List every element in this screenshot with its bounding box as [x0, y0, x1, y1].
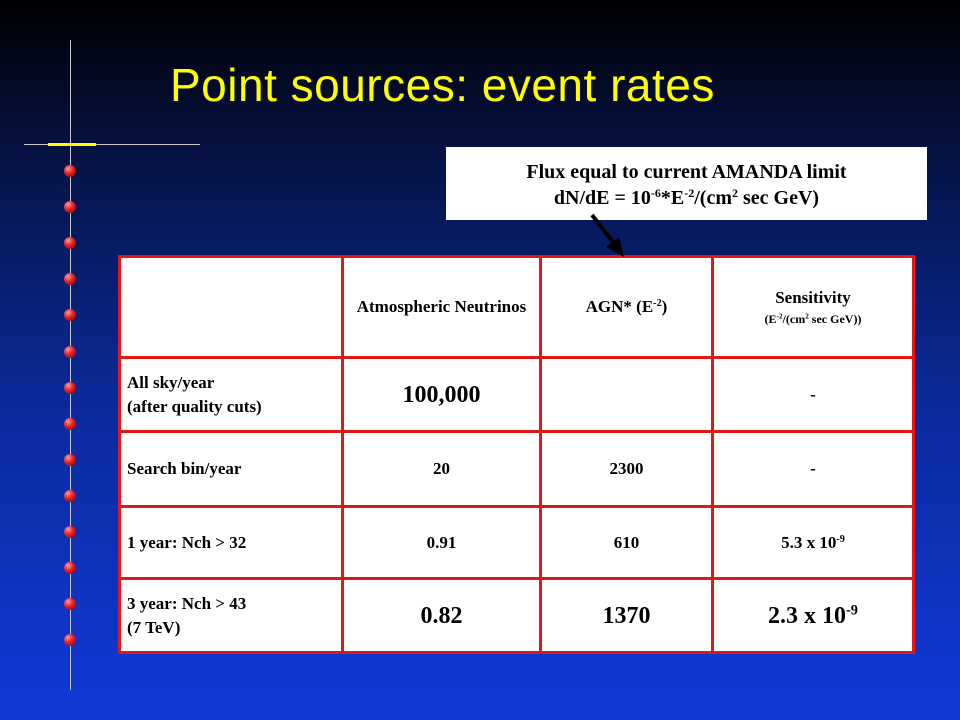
rule-accent — [48, 143, 96, 146]
flux-exp-2: -2 — [684, 185, 695, 200]
flux-exp-1: -6 — [650, 185, 661, 200]
header-agn — [541, 257, 713, 358]
slide-title: Point sources: event rates — [170, 59, 715, 111]
bead-dot — [64, 346, 76, 358]
row-label: Search bin/year — [120, 432, 343, 507]
row-label-line-2: (7 TeV) — [127, 617, 181, 637]
agn-exp: -2 — [653, 297, 662, 309]
row-label — [120, 358, 343, 432]
bead-dot — [64, 273, 76, 285]
agn-value: 2300 — [541, 432, 713, 507]
bead-dot — [64, 418, 76, 430]
bead-dot — [64, 237, 76, 249]
bead-dot — [64, 634, 76, 646]
atm-value: 0.91 — [343, 507, 541, 579]
bead-dot — [64, 490, 76, 502]
bead-dot — [64, 309, 76, 321]
bead-dot — [64, 526, 76, 538]
flux-line-2 — [446, 185, 927, 211]
atm-value: 100,000 — [343, 358, 541, 432]
sens-value — [713, 507, 914, 579]
row-label: 1 year: Nch > 32 — [120, 507, 343, 579]
sensitivity-label: Sensitivity — [775, 288, 851, 307]
unit-exp-1: -2 — [776, 312, 783, 321]
agn-prefix: AGN* (E — [585, 297, 654, 316]
bead-dot — [64, 454, 76, 466]
bead-dot — [64, 598, 76, 610]
unit-mid: /(cm — [782, 312, 806, 326]
flux-callout — [446, 147, 927, 220]
row-label-line-1: All sky/year — [127, 372, 215, 392]
sens-value — [713, 579, 914, 653]
vertical-rule — [70, 40, 71, 690]
agn-value: 610 — [541, 507, 713, 579]
table-row — [120, 579, 914, 653]
unit-prefix: (E — [764, 312, 777, 326]
event-rates-table — [118, 255, 915, 654]
agn-suffix: ) — [661, 297, 668, 316]
sens-base: 5.3 x 10 — [781, 532, 837, 552]
flux-formula-prefix: dN/dE = 10 — [553, 187, 651, 209]
table-row — [120, 358, 914, 432]
bead-dot — [64, 382, 76, 394]
table-row — [120, 507, 914, 579]
bead-dot — [64, 165, 76, 177]
row-label-line-2: (after quality cuts) — [127, 396, 262, 416]
table-row — [120, 432, 914, 507]
sens-base: 2.3 x 10 — [768, 602, 846, 629]
sens-value: - — [713, 432, 914, 507]
flux-exp-3: 2 — [732, 185, 738, 200]
flux-formula-suffix: sec GeV) — [738, 187, 820, 209]
sens-exp: -9 — [846, 601, 858, 618]
agn-value: 1370 — [541, 579, 713, 653]
bead-dot — [64, 201, 76, 213]
row-label-line-1: 3 year: Nch > 43 — [127, 593, 247, 613]
sens-value: - — [713, 358, 914, 432]
header-empty — [120, 257, 343, 358]
row-label — [120, 579, 343, 653]
flux-formula-mid: *E — [660, 187, 685, 209]
sensitivity-unit — [720, 310, 906, 328]
atm-value: 20 — [343, 432, 541, 507]
header-row — [120, 257, 914, 358]
header-atmospheric: Atmospheric Neutrinos — [343, 257, 541, 358]
sens-exp: -9 — [836, 533, 845, 545]
header-sensitivity — [713, 257, 914, 358]
flux-line-1: Flux equal to current AMANDA limit — [526, 161, 847, 183]
unit-exp-2: 2 — [805, 312, 809, 321]
atm-value: 0.82 — [343, 579, 541, 653]
agn-value — [541, 358, 713, 432]
unit-suffix: sec GeV)) — [808, 312, 862, 326]
flux-formula-mid2: /(cm — [694, 187, 732, 209]
bead-dot — [64, 562, 76, 574]
